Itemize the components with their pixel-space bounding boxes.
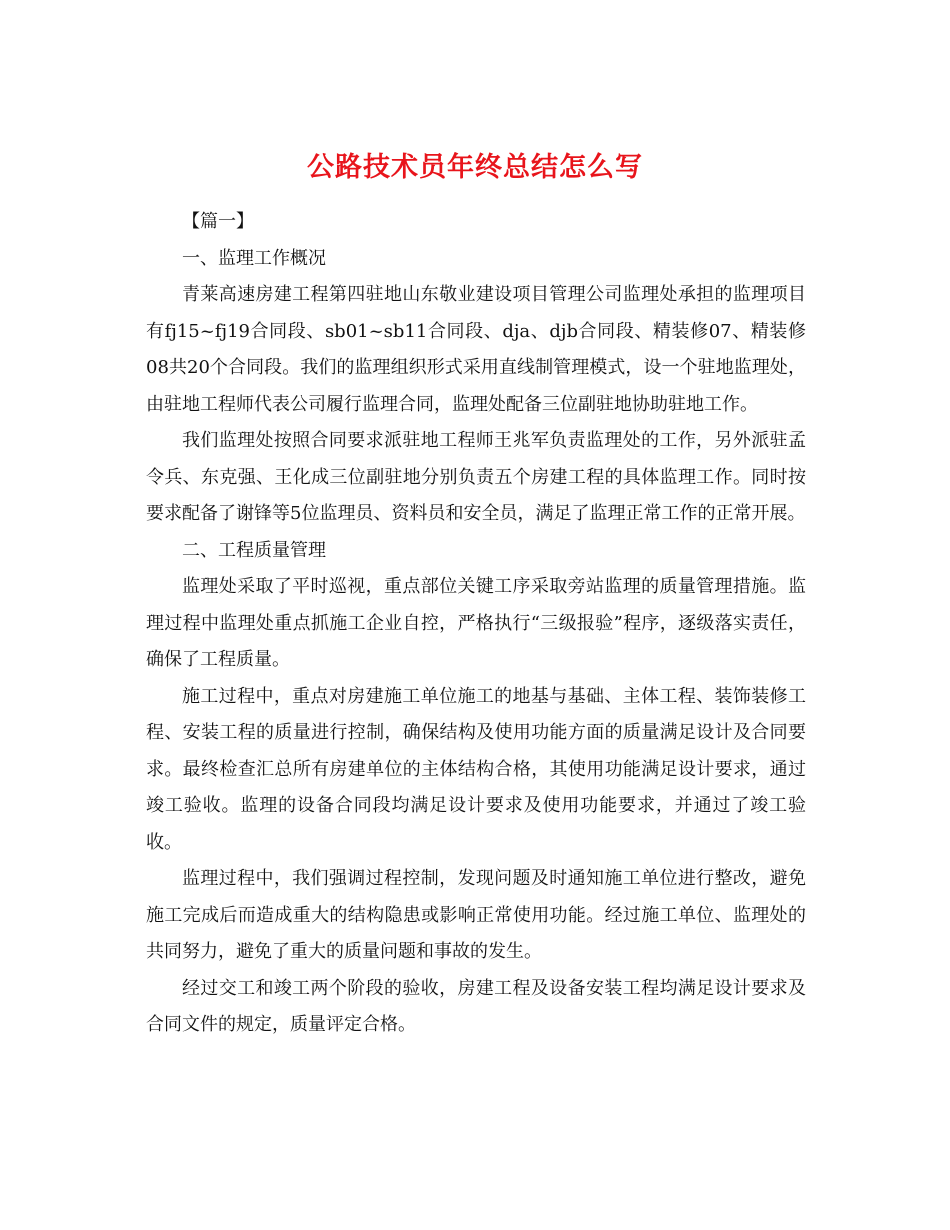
paragraph: 经过交工和竣工两个阶段的验收，房建工程及设备安装工程均满足设计要求及合同文件的规定，质量评定合格。 — [146, 977, 806, 1035]
paragraph: 青莱高速房建工程第四驻地山东敬业建设项目管理公司监理处承担的监理项目有fj15~fj19合同段、sb01~sb11合同段、dja、djb合同段、精装修07、精装修08共20个合同段。我们的监理组织形式采用直线制管理模式，设一个驻地监理处，由驻地工程师代表公司履行监理合同，监理处配备三位副驻地协助驻地工作。 — [146, 284, 806, 415]
section-heading: 【篇一】 — [182, 211, 254, 232]
paragraph: 监理处采取了平时巡视，重点部位关键工序采取旁站监理的质量管理措施。监理过程中监理处重点抓施工企业自控，严格执行“三级报验”程序，逐级落实责任，确保了工程质量。 — [146, 576, 806, 670]
subheading: 二、工程质量管理 — [182, 539, 326, 561]
paragraph: 我们监理处按照合同要求派驻地工程师王兆军负责监理处的工作，另外派驻孟令兵、东克强、王化成三位副驻地分别负责五个房建工程的具体监理工作。同时按要求配备了谢锋等5位监理员、资料员和安全员，满足了监理正常工作的正常开展。 — [146, 430, 806, 524]
document-body — [146, 204, 806, 1044]
paragraph: 监理过程中，我们强调过程控制，发现问题及时通知施工单位进行整改，避免施工完成后而造成重大的结构隐患或影响正常使用功能。经过施工单位、监理处的共同努力，避免了重大的质量问题和事故的发生。 — [146, 868, 806, 962]
document-title: 公路技术员年终总结怎么写 — [307, 152, 643, 184]
paragraph: 施工过程中，重点对房建施工单位施工的地基与基础、主体工程、装饰装修工程、安装工程的质量进行控制，确保结构及使用功能方面的质量满足设计及合同要求。最终检查汇总所有房建单位的主体结构合格，其使用功能满足设计要求，通过竣工验收。监理的设备合同段均满足设计要求及使用功能要求，并通过了竣工验收。 — [146, 685, 806, 853]
subheading: 一、监理工作概况 — [182, 247, 326, 269]
